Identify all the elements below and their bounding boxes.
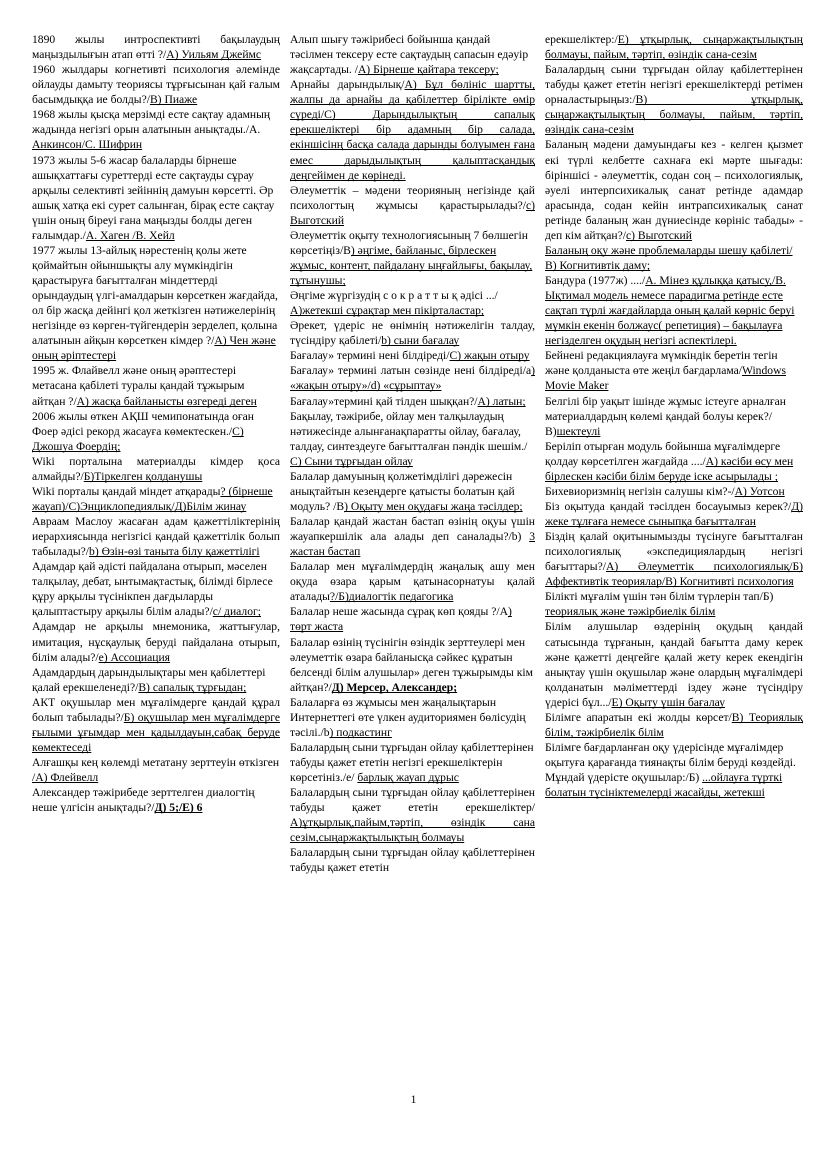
question-item	[545, 273, 803, 348]
question-text: Әңгіме жүргізудің с о к р а т т ы қ әдісі .../	[290, 289, 498, 303]
answer-text: В) ұтқырлық, сыңаржақтылықтың болмауы, пайым, тәртіп, өзіндік сана-сезім	[545, 93, 803, 137]
three-column-layout	[32, 32, 815, 1092]
question-text: Біздің қалай оқитынымызды түсінуге бағытталған психологиялық «экспедициялардың негізгі бағыттары?/	[545, 530, 803, 574]
question-item	[290, 695, 535, 740]
answer-text: Д) Мерсер, Александер;	[331, 680, 458, 694]
answer-text: Анкинсон/С. Шифрин	[32, 138, 143, 152]
question-item	[32, 559, 280, 619]
answer-text: барлық жауап дұрыс	[357, 771, 459, 785]
answer-text: Б)Тіркелген қолданушы	[83, 469, 203, 483]
question-item	[32, 62, 280, 107]
question-text: Бандура (1977ж) ..../	[545, 274, 646, 287]
answer-text: с) Выготский	[626, 228, 692, 242]
answer-text: А) Бірнеше қайтара тексеру;	[357, 63, 499, 77]
question-text: Белгілі бір уақыт ішінде жұмыс істеуге арналған материалдардың көлемі қандай болуы керек?/В)	[545, 394, 786, 438]
question-text: Балаларға өз жұмысы мен жаңалықтарын Интернеттегі өте үлкен аудиториямен бөлісудің тәсілі./b	[290, 695, 526, 739]
answer-text: Е) ұтқырлық, сыңаржақтылықтың болмауы, пайым, тәртіп, өзіндік сана-сезім	[545, 33, 803, 62]
answer-text: А) латын;	[477, 394, 526, 408]
question-text: Беріліп отырған модуль бойынша мұғалімдерге қолдау көрсетілген жағдайда ..../	[545, 439, 781, 468]
question-text: Білім алушылар өздерінің оқудың қандай сатысында тұрғанын, қандай бағытта даму керек және қажетті деңгейге қалай жету керек екендігін анықтау үшін оқушылар және олардың мұғалімдері қолданатын мәліметтерді іздеу және түсіндіру үдерісі бұл.../	[545, 620, 803, 709]
question-item	[545, 394, 803, 439]
question-text: АКТ оқушылар мен мұғалімдерге қандай құрал болып табылады?/	[32, 695, 280, 724]
answer-text: А. Мінез құлыққа қатысу,/В. Ықтимал модель немесе парадигма ретінде есте сақтап түрлі жағдайларда оның қалай көрніс беруі мүмкін екенін болжаус( репетиция) – бақылауға негізделген оқудың негізгі аспектілері.	[545, 274, 795, 348]
question-text: Адамдардың дарындылықтары мен қабілеттері қалай ерекшеленеді?/	[32, 665, 266, 694]
question-item	[290, 77, 535, 182]
question-item	[290, 845, 535, 875]
question-item	[32, 695, 280, 755]
answer-text: b) сыни бағалау	[381, 334, 460, 348]
question-text: Алып шығу тәжірибесі бойынша қандай тәсілмен тексеру есте сақтаудың сапасын едәуір жақсартады. /	[290, 33, 529, 77]
answer-text: Д) 5;/Е) 6	[154, 801, 203, 815]
question-item	[32, 243, 280, 364]
answer-text: ) әңгіме, байланыс, бірлескен жұмыс, контент, пайдалану ыңғайлығы, бақылау, тұтынушы;	[290, 243, 533, 287]
question-item	[545, 499, 803, 529]
question-item	[545, 32, 803, 62]
question-item	[545, 62, 803, 137]
question-item	[32, 454, 280, 484]
question-item	[32, 785, 280, 815]
question-item	[32, 619, 280, 664]
question-item	[290, 363, 535, 393]
question-text: Балалар дамуының қолжетімділігі дәрежесін анықтайтын кезеңдерге қатысты болатын қай модуль? /В	[290, 469, 515, 513]
answer-text: Windows Movie Maker	[545, 364, 786, 393]
question-item	[545, 710, 803, 740]
question-text: Арнайы дарындылық/	[290, 78, 405, 92]
question-text: 2006 жылы өткен АҚШ чемипонатында оған Фоер әдісі рекорд жасауға көмектескен./	[32, 409, 254, 438]
answer-text: А. Хаген /В. Хейл	[85, 228, 175, 242]
answer-text: В) сапалық тұрғыдан;	[138, 680, 247, 694]
question-text: Адамдар қай әдісті пайдалана отырып, мәселен талқылау, дебат, ынтымақтастық, білімді бірлесе құру арқылы түсінікпен дағдыларды қалыптастыру арқылы білім алады?/	[32, 560, 273, 619]
answer-text: А) жасқа байланысты өзгереді деген	[76, 394, 257, 408]
question-item	[290, 318, 535, 348]
question-item	[32, 153, 280, 243]
answer-text: с/ диалог;	[212, 605, 261, 619]
question-text: Авраам Маслоу жасаған адам қажеттіліктерінің иерархиясында негізгісі қандай қажеттілік болып табылады?/	[32, 515, 280, 559]
question-text: Бағалау»термині қай тілден шыққан?/	[290, 394, 478, 408]
question-text: Білімге бағдарланған оқу үдерісінде мұғалімдер оқытуға қарағанда тиянақты білім беруді көздейді. Мұндай үдерісте оқушылар:/Б)	[545, 740, 796, 785]
question-text: Александер тәжірибеде зерттелген диалогтің неше үлгісін анықтады?/	[32, 786, 255, 815]
question-item	[545, 484, 803, 499]
question-text: Білікті мұғалім үшін тән білім түрлерін тап/Б)	[545, 590, 774, 604]
question-text: Балалардың сыни тұрғыдан ойлау қабілеттерінен табуды қажет ететін ерекшеліктер/	[290, 786, 535, 815]
question-text: Балалар неше жасында сұрақ көп қояды ?/А	[290, 605, 508, 619]
question-text: Балалардың сыни тұрғыдан ойлау қабілеттерінен табуды қажет ететін	[290, 846, 535, 875]
answer-text: А)ұтқырлық,пайым,тәртіп, өзіндік сана сезім,сыңаржақтылықтың болмауы	[290, 816, 535, 845]
question-item	[290, 785, 535, 845]
answer-text: ?/Б)диалогтік педагогика	[329, 590, 454, 604]
question-text: 1890 жылы интроспективті бақылаудың маңыздылығын атап өтті ?/	[32, 33, 280, 62]
page-number: 1	[410, 1093, 417, 1106]
question-item	[290, 288, 535, 318]
question-item	[290, 394, 535, 409]
answer-text: Баланың оқу және проблемаларды шешу қабілеті/В) Когнитивтік даму;	[545, 243, 793, 272]
question-text: Білімге апаратын екі жолды көрсет/	[545, 710, 732, 724]
answer-text: А) Чен және оның әріптестері	[32, 334, 276, 363]
answer-text: А) Уильям Джеймс	[166, 48, 262, 62]
answer-text: теориялық және тәжірбиелік білім	[545, 605, 716, 619]
question-text: 1977 жылы 13-айлық нәрестенің қолы жете қоймайтын ойыншықты алу мүмкіндігін қарастыруға бағытталған міндеттерді орындаудың үлгі-амалдарын көрсеткен жағдайда, ол бір жасқа дейінгі қол жеткізген нәтижелерінің негізінде өз көрген-түйгендерін зерделеп, қолына алатынын айқын көрсеткен кімдер ?/	[32, 243, 278, 348]
text-column-2	[287, 32, 542, 876]
question-item	[32, 32, 280, 62]
question-item	[32, 409, 280, 454]
text-column-1	[32, 32, 287, 815]
question-text: Wiki порталына материалды кімдер қоса алмайды?/	[32, 454, 280, 483]
question-item	[32, 665, 280, 695]
question-text: Балалардың сыни тұрғыдан ойлау қабілеттерінен табуды қажет ететін негізгі ерекшеліктерін көрсетініз./е/	[290, 740, 534, 785]
answer-text: ) төрт жаста	[290, 605, 512, 634]
question-text: Балалардың сыни тұрғыдан ойлау қабілеттерінен табуды қажет ететін негізгі ерекшеліктерді ретімен орналастырыңыз:/	[545, 63, 803, 107]
question-item	[545, 137, 803, 242]
question-text: Балалар қандай жастан бастап өзінің оқуы үшін жауапкершілік ала алады деп саналады?/b)	[290, 515, 535, 544]
answer-text: А) Уотсон	[734, 484, 785, 498]
question-text: Адамдар не арқылы мнемоника, жаттығулар, имитация, нұсқаулық беруді пайдалана отырып, білім алады?/	[32, 620, 280, 664]
answer-text: А) Әлеуметтік психологиялық/Б) Аффективтік теориялар/В) Когнитивті психология	[545, 560, 803, 589]
question-text: Баланың мәдени дамуындағы кез - келген қызмет екі түрлі келбетте сахнаға екі мәрте шығады: біріншісі - әлеуметтік, содан соң – психологиялық, әуелі интерпсихикалық санат ретінде адамдар арасында, содан кейін интрапсихикалық санат ретінде баланың жан дүниесінде көрініс табады» - деп кім айтқан?/	[545, 138, 803, 242]
question-item	[32, 107, 280, 152]
answer-text: ? (бірнеше жауап)/С)Энциклопедиялық/Д)Білім жинау	[32, 484, 273, 513]
answer-text: ) Оқыту мен оқудағы жаңа тәсілдер;	[344, 499, 523, 513]
question-text: ерекшеліктер:/	[545, 33, 618, 46]
question-item	[545, 348, 803, 393]
question-text: Бихевиоризмнің негізін салушы кім?-/	[545, 484, 735, 498]
answer-text: ) подкастинг	[329, 725, 392, 739]
answer-text: С) жақын отыру	[449, 349, 530, 363]
answer-text: С) Сыни тұрғыдан ойлау	[290, 454, 413, 468]
answer-text: шектеулі	[556, 424, 601, 438]
question-item	[32, 755, 280, 785]
question-text: Бақылау, тәжірибе, ойлау мен талқылаудың нәтижесінде алынғанақпаратты ойлау, бағалау, талдау, синтездеуге бағытталған пәндік шешім./	[290, 409, 528, 453]
question-text: Бағалау» термині нені білдіреді/	[290, 349, 450, 363]
answer-text: А) кәсіби өсу мен бірлескен кәсіби білім беруде іске асырылады ;	[545, 454, 794, 483]
question-item	[545, 243, 803, 273]
question-text: 1960 жылдары когнетивті психология әлемінде ойлауды дамыту теориясы тұрғысынан қай ғалым басымдыққа ие болды?/	[32, 63, 280, 107]
answer-text: b) Өзін-өзі таныта білу қажеттілігі	[89, 545, 260, 559]
question-item	[32, 484, 280, 514]
question-item	[545, 589, 803, 619]
question-item	[32, 363, 280, 408]
question-text: Әлеуметтік оқыту технологиясының 7 бөлшегін көрсетіңіз/В	[290, 228, 528, 257]
question-item	[290, 469, 535, 514]
answer-text: Е) Оқыту үшін бағалау	[611, 695, 726, 709]
answer-text: А)жетекші сұрақтар мен пікірталастар;	[290, 304, 485, 318]
question-item	[545, 529, 803, 589]
question-text: Біз оқытуда қандай тәсілден босауымыз керек?/	[545, 499, 792, 513]
answer-text: ...ойлауға түрткі болатын түсініктемелерді жасайды, жетекші	[545, 771, 783, 800]
question-text: Балалар мен мұғалімдердің жаңалық ашу мен оқуда өзара қарым қатынасорнатуы қалай аталады	[290, 560, 535, 604]
question-item	[290, 348, 535, 363]
question-item	[290, 183, 535, 228]
answer-text: ) «жақын отыру»/d) «сұрыптау»	[290, 364, 535, 393]
question-text: Әрекет, үдеріс не өнімнің нәтижелігін талдау, түсіндіру қабілеті/	[290, 319, 535, 348]
question-item	[32, 514, 280, 559]
answer-text: 3 жастан бастап	[290, 530, 535, 559]
question-item	[290, 559, 535, 604]
question-item	[290, 635, 535, 695]
text-column-3	[542, 32, 803, 800]
answer-text: С) Джошуа Фоердің;	[32, 424, 244, 453]
answer-text: е) Ассоциация	[98, 650, 170, 664]
question-item	[290, 604, 535, 634]
question-text: Алғашқы кең көлемді метатану зерттеуін өткізген	[32, 756, 280, 769]
question-text: Балалар өзінің түсінігін өзіндік зерттеулері мен әлеуметтік өзара байланысқа сәйкес құратын белсенді білім алушылар» деген тұжырымды кім айтқан?/	[290, 635, 533, 694]
answer-text: А) Бұл бөлініс шартты, жалпы да арнайы да қабілеттер бірілікте өмір сүреді/С) Дарындылықтың сапалық ерекшеліктері бір адамның бір салада, екіншісінң басқа салада дарынды болуымен ғана емес дарыдылықтың қалыптасқандық деңгейімен де көрінеді.	[290, 78, 535, 182]
question-text: Бейнені редакциялауға мүмкіндік беретін тегін және қолданыста өте жеңіл бағдарлама/	[545, 349, 778, 378]
answer-text: Б) оқушылар мен мұғалімдерге ғылыми ұғымдар мен қадылдауын,сабақ беруде көмектеседі	[32, 710, 280, 754]
question-item	[290, 740, 535, 785]
answer-text: /А) Флейвелл	[32, 771, 99, 785]
question-text: Wiki порталы қандай міндет атқарады	[32, 484, 221, 498]
question-item	[545, 439, 803, 484]
question-item	[290, 228, 535, 288]
answer-text: Д) жеке тұлғаға немесе сыныпқа бағытталған	[545, 499, 803, 528]
question-item	[290, 514, 535, 559]
question-item	[290, 32, 535, 77]
answer-text: В) Теориялық білім, тәжірбиелік білім	[545, 710, 803, 739]
question-item	[290, 409, 535, 469]
question-text: 1995 ж. Флайвелл және оның әрәптестері метасана қабілеті туралы қандай тұжырым айтқан ?/	[32, 364, 245, 408]
question-text: Бағалау» термині латын сөзінде нені білдіреді/а	[290, 364, 532, 378]
question-item	[545, 740, 803, 800]
question-text: 1968 жылы қысқа мерзімді есте сақтау адамның жадында негізгі орын алатынын анықтады./А.	[32, 108, 271, 137]
answer-text: В) Пиаже	[149, 93, 198, 107]
question-text: 1973 жылы 5-6 жасар балаларды бірнеше ашықхаттағы суреттерді есте сақтауды сұрау арқылы селективті зейіннің дамуын көрсетті. Әр ашық хатқа екі сурет салынған, бірақ есте сақтау үшін оның біреуі ғана маңызды болды деген ғалымдар./	[32, 153, 275, 242]
question-text: Әлеуметтік – мәдени теорияның негізінде қай психологтың жұмысы қарастырылады?/	[290, 183, 535, 212]
question-item	[545, 619, 803, 709]
answer-text: с) Выготский	[290, 198, 535, 227]
